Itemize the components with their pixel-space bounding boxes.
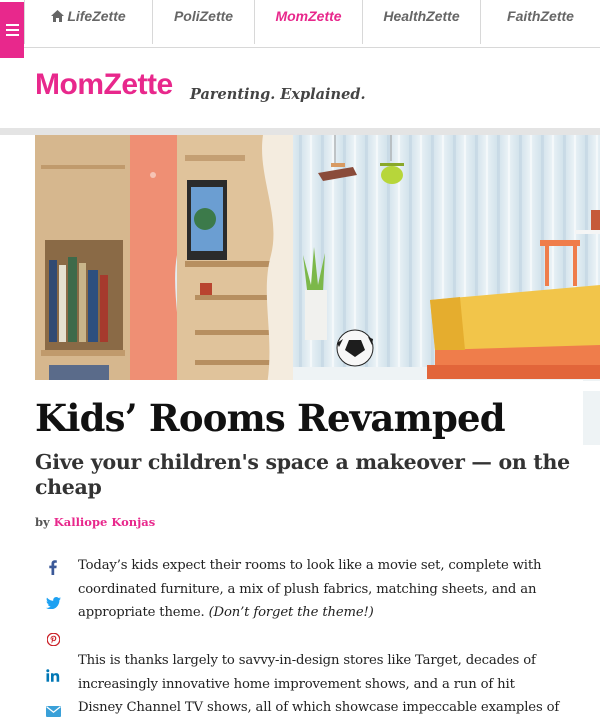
pinterest-icon xyxy=(47,633,60,646)
hamburger-line xyxy=(6,24,19,26)
tab-faithzette[interactable] xyxy=(480,0,600,44)
paragraph-emphasis: (Don’t forget the theme!) xyxy=(208,605,374,620)
hamburger-line xyxy=(6,29,19,31)
facebook-share-button[interactable] xyxy=(42,556,64,578)
twitter-icon xyxy=(46,597,61,609)
tab-label: FaithZette xyxy=(507,8,574,24)
email-icon xyxy=(46,706,61,717)
article-paragraph xyxy=(78,649,568,719)
article-title: Kids’ Rooms Revamped xyxy=(35,396,505,440)
tab-momzette[interactable] xyxy=(254,0,362,44)
paragraph-line: coordinated furniture, a mix of plush fabrics, matching sheets, and an xyxy=(78,581,537,597)
linkedin-icon xyxy=(46,669,60,682)
tab-label: MomZette xyxy=(275,8,342,24)
paragraph-line: This is thanks largely to savvy-in-design stores like Target, decades of xyxy=(78,653,536,668)
email-share-button[interactable] xyxy=(42,700,64,719)
linkedin-share-button[interactable] xyxy=(42,664,64,686)
home-icon xyxy=(51,10,64,22)
byline-prefix: by xyxy=(35,515,50,529)
tab-label: LifeZette xyxy=(67,8,126,24)
paragraph-line: Today’s kids expect their rooms to look like a movie set, complete with xyxy=(78,558,542,573)
byline xyxy=(35,515,155,529)
hamburger-line xyxy=(6,34,19,36)
article-subtitle: Give your children's space a makeover — on the cheap xyxy=(35,450,570,499)
brand-tagline: Parenting. Explained. xyxy=(190,86,366,103)
hamburger-menu-button[interactable] xyxy=(0,2,24,58)
momzette-logo[interactable]: MomZette xyxy=(35,68,173,101)
pinterest-share-button[interactable] xyxy=(42,628,64,650)
tab-polizette[interactable] xyxy=(152,0,254,44)
tab-label: PoliZette xyxy=(173,8,234,24)
paragraph-line: Disney Channel TV shows, all of which showcase impeccable examples of xyxy=(78,700,560,715)
facebook-icon xyxy=(49,560,57,575)
tab-healthzette[interactable] xyxy=(362,0,480,44)
tab-lifezette[interactable] xyxy=(24,0,152,44)
tab-label: HealthZette xyxy=(383,8,460,24)
network-nav xyxy=(0,0,600,48)
paragraph-line-text: appropriate theme. xyxy=(78,605,205,620)
twitter-share-button[interactable] xyxy=(42,592,64,614)
header-divider xyxy=(0,128,600,135)
author-link[interactable]: Kalliope Konjas xyxy=(53,515,156,529)
article-paragraph xyxy=(78,554,568,625)
paragraph-line: increasingly innovative home improvement shows, and a run of hit xyxy=(78,676,515,692)
paragraph-line xyxy=(78,601,568,625)
